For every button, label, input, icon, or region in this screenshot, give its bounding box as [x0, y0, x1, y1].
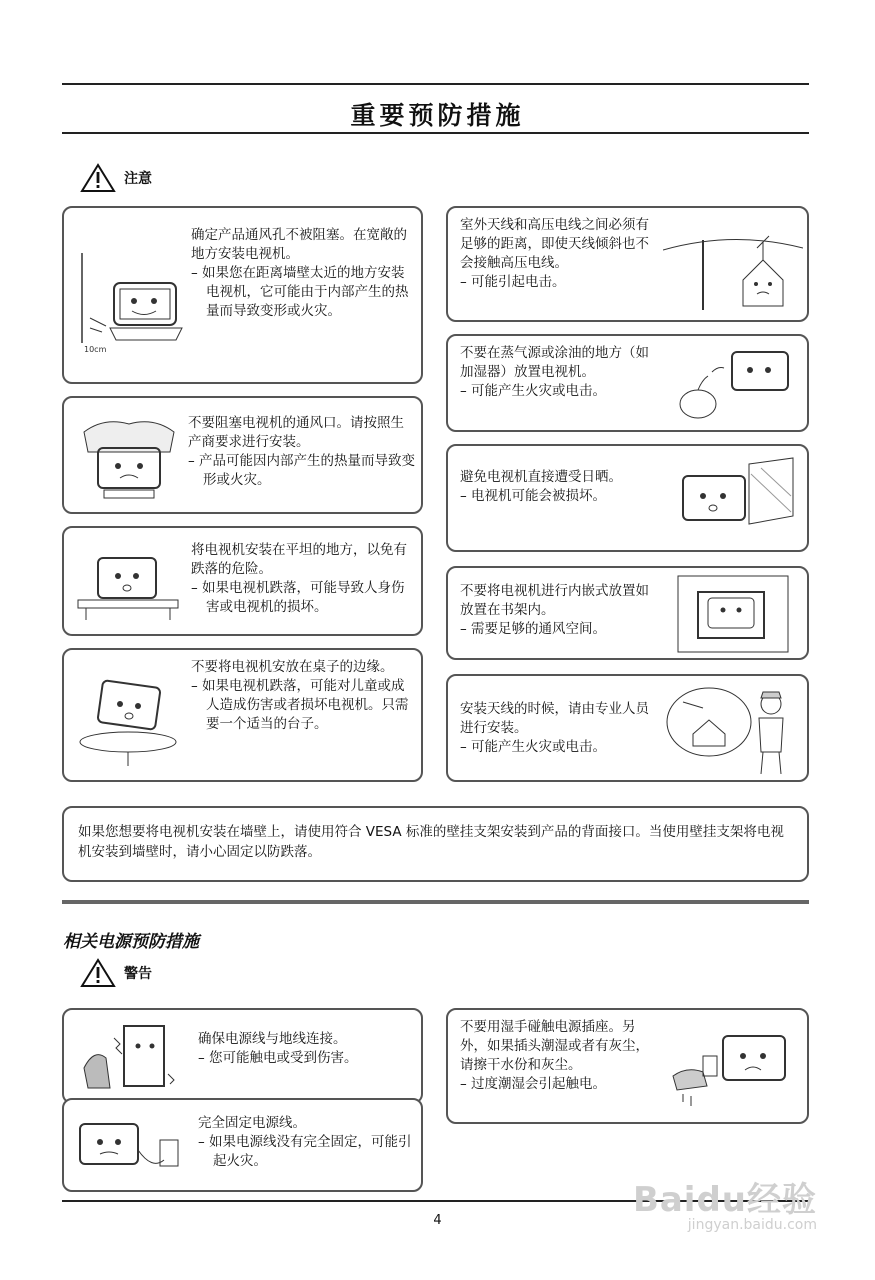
card-vent-blocking — [62, 396, 423, 514]
card-outdoor-antenna — [446, 206, 809, 322]
card-line: – 产品可能因内部产生的热量而导致变形或火灾。 — [188, 453, 416, 488]
humidifier-illustration — [668, 346, 798, 424]
tv-falling-illustration — [72, 666, 184, 770]
card-text — [460, 468, 660, 506]
section-divider — [62, 900, 809, 904]
tv-sunlight-illustration — [663, 454, 803, 546]
card-line: 室外天线和高压电线之间必须有足够的距离，即使天线倾斜也不会接触高压电线。 — [460, 217, 649, 271]
card-text — [460, 344, 660, 401]
card-line: 避免电视机直接遭受日晒。 — [460, 469, 622, 485]
card-line: 不要阻塞电视机的通风口。请按照生产商要求进行安装。 — [188, 415, 404, 450]
card-table-edge — [62, 648, 423, 782]
watermark-brand: Baidu经验 — [632, 1180, 817, 1220]
card-line: 不要用湿手碰触电源插座。另外，如果插头潮湿或者有灰尘，请擦干水份和灰尘。 — [460, 1019, 649, 1073]
card-text — [191, 658, 417, 734]
card-line: – 需要足够的通风空间。 — [460, 621, 607, 637]
card-line: 确保电源线与地线连接。 — [198, 1031, 347, 1047]
warning-triangle-icon — [80, 163, 116, 193]
top-rule — [62, 83, 809, 85]
card-line: 不要在蒸气源或涂油的地方（如加湿器）放置电视机。 — [460, 345, 649, 380]
vesa-wall-mount-note — [62, 806, 809, 882]
card-text — [198, 1030, 418, 1068]
card-line: – 如果电视机跌落，可能导致人身伤害或电视机的损坏。 — [191, 580, 405, 615]
wet-hand-socket-illustration — [663, 1026, 803, 1112]
warning-text: 警告 — [124, 966, 152, 982]
technician-illustration — [663, 682, 803, 778]
card-steam-source — [446, 334, 809, 432]
card-line: 不要将电视机进行内嵌式放置如放置在书架内。 — [460, 583, 649, 618]
tv-covered-illustration — [74, 412, 184, 504]
card-text — [460, 216, 660, 292]
card-line: 确定产品通风孔不被阻塞。在宽敞的地方安装电视机。 — [191, 227, 407, 262]
card-line: 不要将电视机安放在桌子的边缘。 — [191, 659, 394, 675]
page-number: 4 — [433, 1213, 442, 1228]
card-text — [460, 582, 660, 639]
caution-label — [80, 163, 152, 193]
card-text — [198, 1114, 418, 1171]
warning-triangle-icon — [80, 958, 116, 988]
card-built-in — [446, 566, 809, 660]
tv-on-stand-illustration — [72, 540, 184, 626]
card-line: – 可能产生火灾或电击。 — [460, 383, 607, 399]
card-line: – 过度潮湿会引起触电。 — [460, 1076, 607, 1092]
svg-text:10cm: 10cm — [84, 345, 107, 354]
card-line: – 如果您在距离墙壁太近的地方安装电视机，它可能由于内部产生的热量而导致变形或火灾。 — [191, 265, 409, 319]
card-text — [460, 700, 660, 757]
card-line: – 可能引起电击。 — [460, 274, 566, 290]
electric-shock-illustration — [74, 1018, 184, 1098]
power-section-title: 相关电源预防措施 — [63, 932, 199, 952]
vesa-note-text: 如果您想要将电视机安装在墙壁上，请使用符合 VESA 标准的壁挂支架安装到产品的背面接口。当使用壁挂支架将电视机安装到墙壁时，请小心固定以防跌落。 — [78, 824, 784, 860]
card-line: – 可能产生火灾或电击。 — [460, 739, 607, 755]
card-text — [191, 226, 417, 321]
page-title: 重要预防措施 — [350, 101, 525, 130]
card-line: 安装天线的时候，请由专业人员进行安装。 — [460, 701, 649, 736]
card-line: 将电视机安装在平坦的地方，以免有跌落的危险。 — [191, 542, 407, 577]
card-line: – 如果电源线没有完全固定，可能引起火灾。 — [198, 1134, 412, 1169]
card-flat-surface — [62, 526, 423, 636]
warning-label — [80, 958, 152, 988]
card-line: – 您可能触电或受到伤害。 — [198, 1050, 358, 1066]
antenna-power-line-illustration — [663, 220, 803, 314]
card-antenna-install — [446, 674, 809, 782]
card-text — [188, 414, 416, 490]
baidu-watermark — [633, 1172, 817, 1233]
watermark-url: jingyan.baidu.com — [687, 1217, 817, 1233]
card-sunlight — [446, 444, 809, 552]
card-ground-wire — [62, 1008, 423, 1104]
caution-text: 注意 — [124, 171, 152, 187]
title-underline — [62, 132, 809, 134]
card-line: 完全固定电源线。 — [198, 1115, 306, 1131]
card-secure-power-cord — [62, 1098, 423, 1192]
card-ventilation-space — [62, 206, 423, 384]
card-text — [460, 1018, 660, 1094]
card-line: – 如果电视机跌落，可能对儿童或成人造成伤害或者损坏电视机。只需要一个适当的台子。 — [191, 678, 409, 732]
card-line: – 电视机可能会被损坏。 — [460, 488, 607, 504]
power-cord-illustration — [72, 1110, 184, 1186]
bookshelf-tv-illustration — [668, 574, 798, 654]
card-text — [191, 541, 417, 617]
card-wet-hands — [446, 1008, 809, 1124]
